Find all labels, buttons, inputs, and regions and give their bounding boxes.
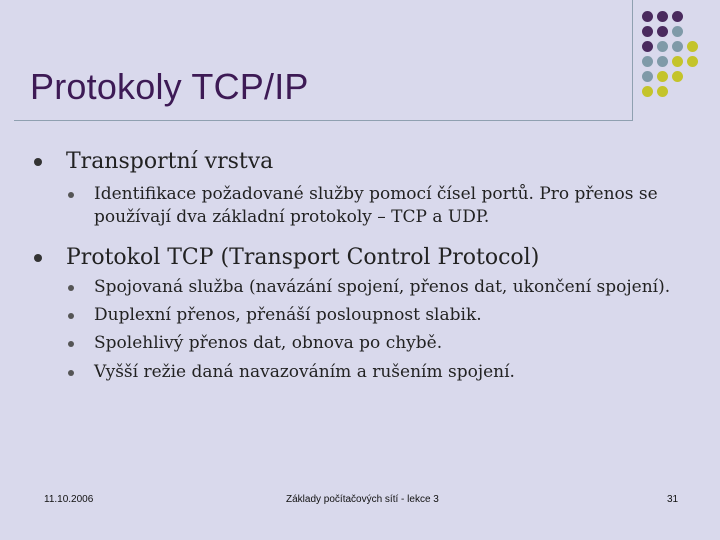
decorative-dot (657, 56, 668, 67)
bullet-protokol-tcp: Protokol TCP (Transport Control Protocol) (66, 245, 540, 270)
sub-bullet-marker (68, 192, 74, 198)
sub-bullet-line: Spojovaná služba (navázání spojení, přenos dat, ukončení spojení). (94, 277, 671, 297)
decorative-dot (672, 26, 683, 37)
decorative-dot (642, 86, 653, 97)
sub-bullet-line: Vyšší režie daná navazováním a rušením spojení. (94, 362, 515, 382)
footer-page-number: 31 (667, 494, 679, 505)
bullet-marker (34, 158, 42, 166)
bullet-transportni-vrstva: Transportní vrstva (66, 149, 274, 174)
decorative-dot (672, 56, 683, 67)
decorative-dot (657, 26, 668, 37)
sub-bullet-marker (68, 313, 74, 319)
sub-bullet-line: Spolehlivý přenos dat, obnova po chybě. (94, 333, 443, 353)
decorative-dot (672, 11, 683, 22)
decorative-dot (642, 41, 653, 52)
decorative-dot (672, 71, 683, 82)
decorative-dot (642, 71, 653, 82)
sub-bullet-line: Identifikace požadované služby pomocí čísel portů. Pro přenos se (94, 184, 658, 204)
sub-bullet-line: Duplexní přenos, přenáší posloupnost slabik. (94, 305, 482, 325)
sub-bullet-line: používají dva základní protokoly – TCP a UDP. (94, 207, 490, 227)
decorative-dot (657, 11, 668, 22)
footer-date: 11.10.2006 (44, 494, 94, 505)
bullet-marker (34, 254, 42, 262)
decorative-dot (642, 56, 653, 67)
slide-title: Protokoly TCP/IP (30, 66, 309, 107)
decorative-dot (687, 41, 698, 52)
decorative-dot (642, 26, 653, 37)
sub-bullet-marker (68, 370, 74, 376)
sub-bullet-marker (68, 285, 74, 291)
decorative-dot (657, 86, 668, 97)
decorative-dot (642, 11, 653, 22)
decorative-dot (672, 41, 683, 52)
sub-bullet-marker (68, 341, 74, 347)
footer-course: Základy počítačových sítí - lekce 3 (286, 494, 439, 505)
decorative-dot (657, 41, 668, 52)
decorative-dot (687, 56, 698, 67)
dots-decoration (642, 11, 720, 105)
decorative-dot (657, 71, 668, 82)
